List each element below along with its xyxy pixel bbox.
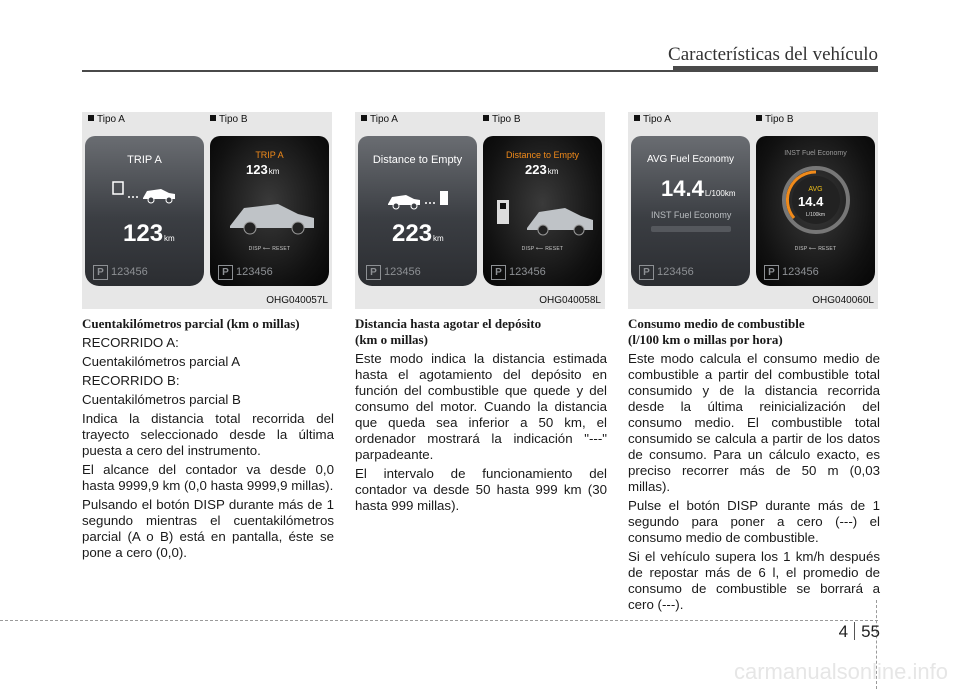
page-number: 4 55 <box>838 622 880 641</box>
cluster-panel-type-b <box>756 136 875 286</box>
odometer: P 123456 <box>491 265 546 280</box>
avg-marker: AVG <box>808 186 823 193</box>
inst-fuel-unit: L/100km <box>805 212 826 218</box>
inst-fuel-value: 14.4 <box>798 194 824 209</box>
odometer: P 123456 <box>93 265 148 280</box>
distance-value: 223km <box>392 220 444 247</box>
inst-fuel-label: INST Fuel Economy <box>651 210 732 220</box>
paragraph: El alcance del contador va desde 0,0 hasta 9999,9 km (0,0 hasta 9999,9 millas). <box>82 462 334 493</box>
paragraph: Indica la distancia total recorrida del trayecto seleccionado desde la última puesta a cero del instrumento. <box>82 411 334 458</box>
avg-fuel-value: 14.4L/100km <box>661 176 736 201</box>
paragraph: Cuentakilómetros parcial A <box>82 354 241 369</box>
paragraph: RECORRIDO A: <box>82 335 179 350</box>
column-trip-meter <box>82 316 334 564</box>
odometer: P 123456 <box>218 265 273 280</box>
panel-title: TRIP A <box>255 150 284 160</box>
inst-fuel-bar <box>651 226 731 232</box>
figure-code: OHG040060L <box>812 295 874 306</box>
panel-title: Distance to Empty <box>505 150 580 160</box>
panel-title: INST Fuel Economy <box>784 150 847 157</box>
figure-trip <box>82 112 332 309</box>
paragraph: El intervalo de funcionamiento del contador va desde 50 hasta 999 km (30 hasta 999 millas). <box>355 466 607 513</box>
cluster-panel-type-a <box>358 136 477 286</box>
figure-code: OHG040058L <box>539 295 601 306</box>
trip-value: 123km <box>246 162 280 177</box>
odometer: P 123456 <box>764 265 819 280</box>
odometer: P 123456 <box>366 265 421 280</box>
car-icon <box>220 186 320 236</box>
disp-reset-hint: DISP ⟵ RESET <box>521 246 564 252</box>
column-title: Consumo medio de combustible <box>628 316 805 331</box>
column-subtitle: (l/100 km o millas por hora) <box>628 332 783 347</box>
column-distance-to-empty <box>355 316 607 517</box>
figure-fuel-economy <box>628 112 878 309</box>
disp-reset-hint: DISP ⟵ RESET <box>794 246 837 252</box>
figure-distance-to-empty <box>355 112 605 309</box>
panel-title: Distance to Empty <box>372 154 463 166</box>
panel-title: TRIP A <box>127 154 162 166</box>
label-tipo-b: Tipo B <box>483 114 521 125</box>
label-tipo-a: Tipo A <box>634 114 671 125</box>
header-rule-accent <box>673 66 878 72</box>
column-fuel-economy <box>628 316 880 616</box>
figure-code: OHG040057L <box>266 295 328 306</box>
paragraph: Pulse el botón DISP durante más de 1 segundo para poner a cero (---) el consumo medio de combustible. <box>628 498 880 545</box>
cluster-panel-type-a <box>631 136 750 286</box>
cluster-panel-type-b <box>483 136 602 286</box>
car-fuel-icon <box>384 186 454 212</box>
paragraph: Cuentakilómetros parcial B <box>82 392 241 407</box>
paragraph: Este modo indica la distancia estimada hasta el agotamiento del depósito en función del combustible que quede y del consumo del motor. Cuando la distancia que queda sea inferior a 50 km, el ordenador mostrará la indicación "---" parpadeante. <box>355 351 607 462</box>
cluster-panel-type-b <box>210 136 329 286</box>
disp-reset-hint: DISP ⟵ RESET <box>248 246 291 252</box>
paragraph: RECORRIDO B: <box>82 373 180 388</box>
panel-title: AVG Fuel Economy <box>646 154 735 165</box>
column-subtitle: (km o millas) <box>355 332 428 347</box>
label-tipo-a: Tipo A <box>88 114 125 125</box>
label-tipo-a: Tipo A <box>361 114 398 125</box>
label-tipo-b: Tipo B <box>210 114 248 125</box>
paragraph: Si el vehículo supera los 1 km/h después de repostar más de 6 l, el promedio de consumo de combustible se borrará a cero (---). <box>628 549 880 612</box>
trip-value: 123km <box>123 220 175 247</box>
distance-value: 223km <box>525 162 559 177</box>
paragraph: Este modo calcula el consumo medio de combustible a partir del combustible total consumido y de la distancia recorrida desde la última reinicialización del consumo medio. El combustible total consumido se calcula a partir de los datos de consumo. Para un cálculo exacto, es preciso recorrer más de 50 m (0,03 millas). <box>628 351 880 494</box>
label-tipo-b: Tipo B <box>756 114 794 125</box>
odometer: P 123456 <box>639 265 694 280</box>
car-icon <box>111 180 181 206</box>
cluster-panel-type-a <box>85 136 204 286</box>
footer-rule <box>0 620 878 621</box>
watermark: carmanualsonline.info <box>733 659 948 684</box>
paragraph: Pulsando el botón DISP durante más de 1 segundo mientras el cuentakilómetros parcial (A o B) está en pantalla, éste se pone a cero (0,0). <box>82 497 334 560</box>
fuel-pump-car-icon <box>491 190 595 236</box>
section-title: Características del vehículo <box>668 44 878 65</box>
column-title: Distancia hasta agotar el depósito <box>355 316 542 331</box>
column-title: Cuentakilómetros parcial (km o millas) <box>82 316 300 331</box>
